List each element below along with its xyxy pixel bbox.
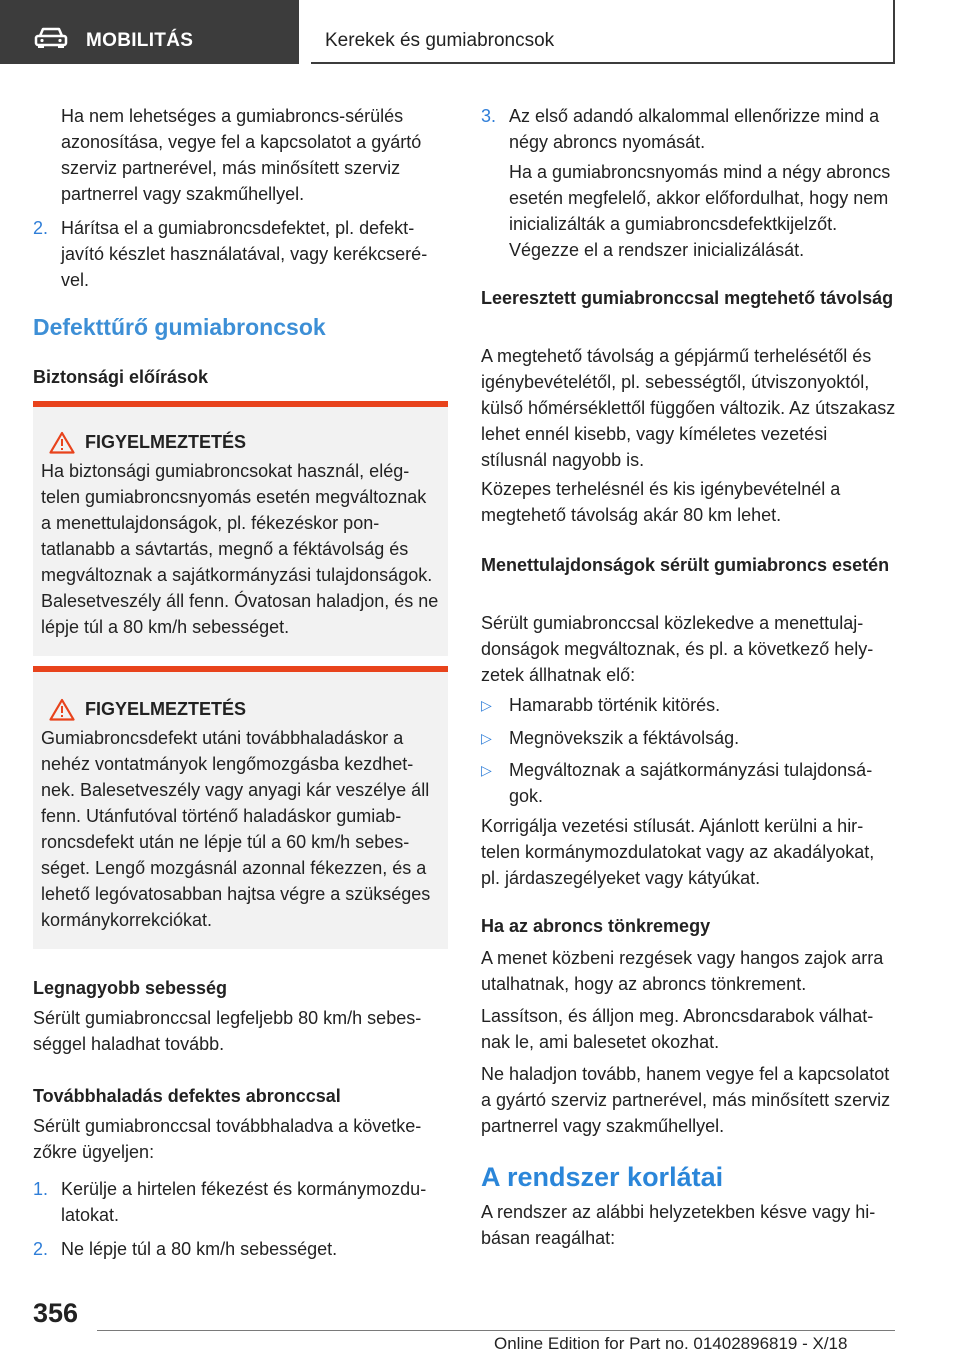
subheading-safety: Biztonsági előírások (33, 367, 209, 387)
step-3-note: Ha a gumiabroncsnyomás mind a négy abroncs esetén megfelelő, akkor előfordulhat, hogy nem inicializálták a gumiabroncsdefektkijelzőt. Végezze el a rendszer inicializálását. (509, 162, 891, 260)
range-label: Leeresztett gumiabronccsal megtehető távolság (481, 288, 894, 308)
warning-header (41, 698, 440, 721)
step-text: Az első adandó alkalommal ellenőrizze mind a négy abroncs nyomását. (509, 106, 880, 152)
warning-triangle-icon (49, 698, 75, 721)
warning-text: Gumiabroncsdefekt utáni továbbhaladáskor a nehéz vontatmányok lengőmozgásba kezdhetnek. Balesetveszély vagy anyagi kár veszélye áll fenn. Utánfutóval történő haladáskor gumiabroncsdefekt után ne lépje túl a 60 km/h sebességet. Lengő mozgásnál azonnal fékezzen, és a lehető legóvatosabban hajtsa végre a szükséges kormánykorrekciókat. (41, 728, 431, 930)
continue-item-2 (33, 1236, 448, 1262)
bullet-triangle-icon: ▷ (481, 762, 492, 778)
step-2 (33, 215, 448, 293)
destroy-text-2: Lassítson, és álljon meg. Abroncsdarabok válhatnak le, ami balesetet okozhat. (481, 1006, 874, 1052)
warning-box-2 (33, 666, 448, 949)
range-text-2: Közepes terhelésnél és kis igénybevételnél a megtehető távolság akár 80 km lehet. (481, 479, 841, 525)
item-text: Megnövekszik a féktávolság. (509, 728, 740, 748)
continue-label: Továbbhaladás defektes abronccsal (33, 1086, 341, 1106)
step-number: 3. (481, 106, 497, 126)
warning-header (41, 431, 440, 454)
page-number: 356 (33, 1298, 79, 1328)
item-text: Hamarabb történik kitörés. (509, 695, 721, 715)
heading-limits: A rendszer korlátai (481, 1162, 724, 1192)
warning-triangle-icon (49, 431, 75, 454)
item-text: Megváltoznak a sajátkormányzási tulajdonságok. (509, 760, 873, 806)
continue-text: Sérült gumiabronccsal továbbhaladva a következőkre ügyeljen: (33, 1116, 422, 1162)
footer-divider (97, 1330, 895, 1331)
handling-item-2 (481, 725, 896, 751)
edition-note: Online Edition for Part no. 01402896819 - X/18 (494, 1334, 848, 1353)
heading-runflat: Defekttűrő gumiabroncsok (33, 314, 326, 340)
warning-title: FIGYELMEZTETÉS (85, 432, 247, 452)
bullet-triangle-icon: ▷ (481, 730, 492, 746)
step-text: Hárítsa el a gumiabroncsdefektet, pl. defektjavító készlet használatával, vagy kerékcserével. (61, 218, 428, 290)
handling-item-3 (481, 757, 896, 809)
warning-box-1 (33, 401, 448, 656)
continue-item-1 (33, 1176, 448, 1228)
destroy-text-1: A menet közbeni rezgések vagy hangos zajok arra utalhatnak, hogy az abroncs tönkrement. (481, 948, 884, 994)
warning-text: Ha biztonsági gumiabroncsokat használ, elégtelen gumiabroncsnyomás esetén megváltoznak a menettulajdonságok, pl. fékezéskor pontatlanabb a sávtartás, megnő a féktávolság és megváltoznak a sajátkormányzási tulajdonságok. Balesetveszély áll fenn. Óvatosan haladjon, és ne lépje túl a 80 km/h sebességet. (41, 461, 439, 637)
chapter-title: Kerekek és gumiabroncsok (325, 30, 555, 51)
limits-text: A rendszer az alábbi helyzetekben késve vagy hibásan reagálhat: (481, 1202, 876, 1248)
item-text: Kerülje a hirtelen fékezést és kormánymozdulatokat. (61, 1179, 427, 1225)
chapter-tab (311, 0, 895, 64)
warning-title: FIGYELMEZTETÉS (85, 699, 247, 719)
handling-text: Sérült gumiabronccsal közlekedve a menettulajdonságok megváltoznak, és pl. a következő helyzetek állhatnak elő: (481, 613, 874, 685)
section-tab (0, 0, 299, 64)
maxspeed-label: Legnagyobb sebesség (33, 978, 228, 998)
car-icon (34, 27, 68, 49)
page-header (0, 0, 960, 66)
handling-label: Menettulajdonságok sérült gumiabroncs esetén (481, 555, 890, 575)
item-number: 1. (33, 1179, 49, 1199)
maxspeed-text: Sérült gumiabronccsal legfeljebb 80 km/h sebességgel haladhat tovább. (33, 1008, 422, 1054)
handling-advice: Korrigálja vezetési stílusát. Ajánlott kerülni a hirtelen kormánymozdulatokat vagy az akadályokat, pl. járdaszegélyeket vagy kátyúkat. (481, 816, 875, 888)
item-text: Ne lépje túl a 80 km/h sebességet. (61, 1239, 338, 1259)
step-number: 2. (33, 218, 49, 238)
bullet-triangle-icon: ▷ (481, 697, 492, 713)
section-title: MOBILITÁS (86, 30, 194, 51)
handling-item-1 (481, 692, 896, 718)
step-3 (481, 103, 896, 155)
range-text-1: A megtehető távolság a gépjármű terhelésétől és igénybevételétől, pl. sebességtől, útviszonyoktól, külső hőmérséklettől függően változik. Az útszakasz lehet ennél kisebb, vagy kíméletes vezetési stílusnál nagyobb is. (481, 346, 896, 470)
destroy-text-3: Ne haladjon tovább, hanem vegye fel a kapcsolatot a gyártó szerviz partnerével, más minősített szerviz partnerrel vagy szakműhellyel. (481, 1064, 891, 1136)
item-number: 2. (33, 1239, 49, 1259)
intro-continuation: Ha nem lehetséges a gumiabroncs-sérülés azonosítása, vegye fel a kapcsolatot a gyártó szerviz partnerével, más minősített szerviz partnerrel vagy szakműhellyel. (61, 106, 422, 204)
destroy-label: Ha az abroncs tönkremegy (481, 916, 711, 936)
